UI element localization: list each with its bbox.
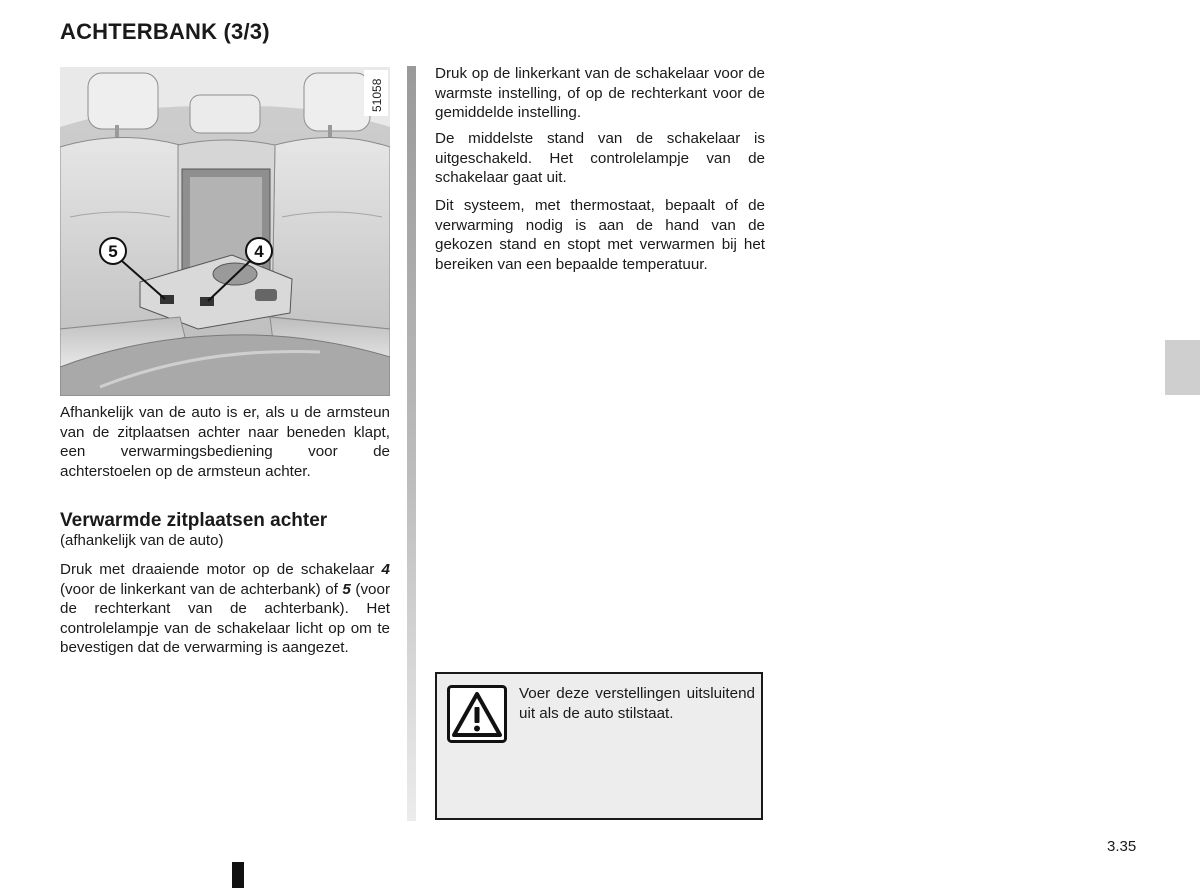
page-title: ACHTERBANK (3/3) bbox=[60, 19, 270, 44]
right-text-2: De middelste stand van de schakelaar is uitgeschakeld. Het controlelampje van de schakelaar gaat uit. bbox=[435, 130, 765, 186]
right-paragraph-2 bbox=[435, 129, 765, 188]
callout-5 bbox=[100, 238, 126, 264]
warning-box bbox=[435, 672, 763, 820]
page-number: 3.35 bbox=[1107, 838, 1137, 855]
instructions-text-b: (voor de linkerkant van de achterbank) of bbox=[60, 580, 343, 598]
warning-text: Voer deze verstellingen uitsluitend uit als de auto stilstaat. bbox=[519, 685, 755, 722]
switch-4-ref: 4 bbox=[381, 561, 390, 578]
switch-5-ref: 5 bbox=[342, 580, 351, 598]
figure-number-text: 51058 bbox=[370, 78, 384, 112]
instructions-paragraph bbox=[60, 560, 390, 658]
print-mark bbox=[232, 862, 244, 888]
chapter-tab bbox=[1165, 340, 1200, 395]
figure-number bbox=[364, 70, 388, 116]
callout-5-label: 5 bbox=[108, 242, 118, 261]
right-paragraph-3 bbox=[435, 196, 765, 274]
column-divider bbox=[407, 66, 416, 821]
warning-triangle-icon bbox=[447, 685, 507, 743]
right-text-1: Druk op de linkerkant van de schakelaar voor de warmste instelling, of op de rechterkant voor de gemiddelde instelling. bbox=[435, 65, 765, 121]
rear-seat-illustration bbox=[60, 67, 390, 396]
right-paragraph-1 bbox=[435, 64, 765, 123]
callout-4 bbox=[246, 238, 272, 264]
right-text-3: Dit systeem, met thermostaat, bepaalt of de verwarming nodig is aan de hand van de gekozen stand en stopt met verwarmen bij het bereiken van een bepaalde temperatuur. bbox=[435, 197, 765, 273]
callout-4-label: 4 bbox=[254, 242, 264, 261]
instructions-text-a: Druk met draaiende motor op de schakelaar bbox=[60, 561, 382, 578]
section-heading: Verwarmde zitplaatsen achter bbox=[60, 510, 328, 531]
intro-text: Afhankelijk van de auto is er, als u de armsteun van de zitplaatsen achter naar beneden klapt, een verwarmingsbediening voor de achterstoelen op de armsteun achter. bbox=[60, 404, 390, 480]
instructions-text-c: (voor de rechterkant van de achterbank). Het controlelampje van de schakelaar licht op om te bevestigen dat de verwarming is aangezet. bbox=[60, 580, 391, 656]
intro-paragraph bbox=[60, 403, 390, 481]
section-heading-note: (afhankelijk van de auto) bbox=[60, 532, 224, 549]
